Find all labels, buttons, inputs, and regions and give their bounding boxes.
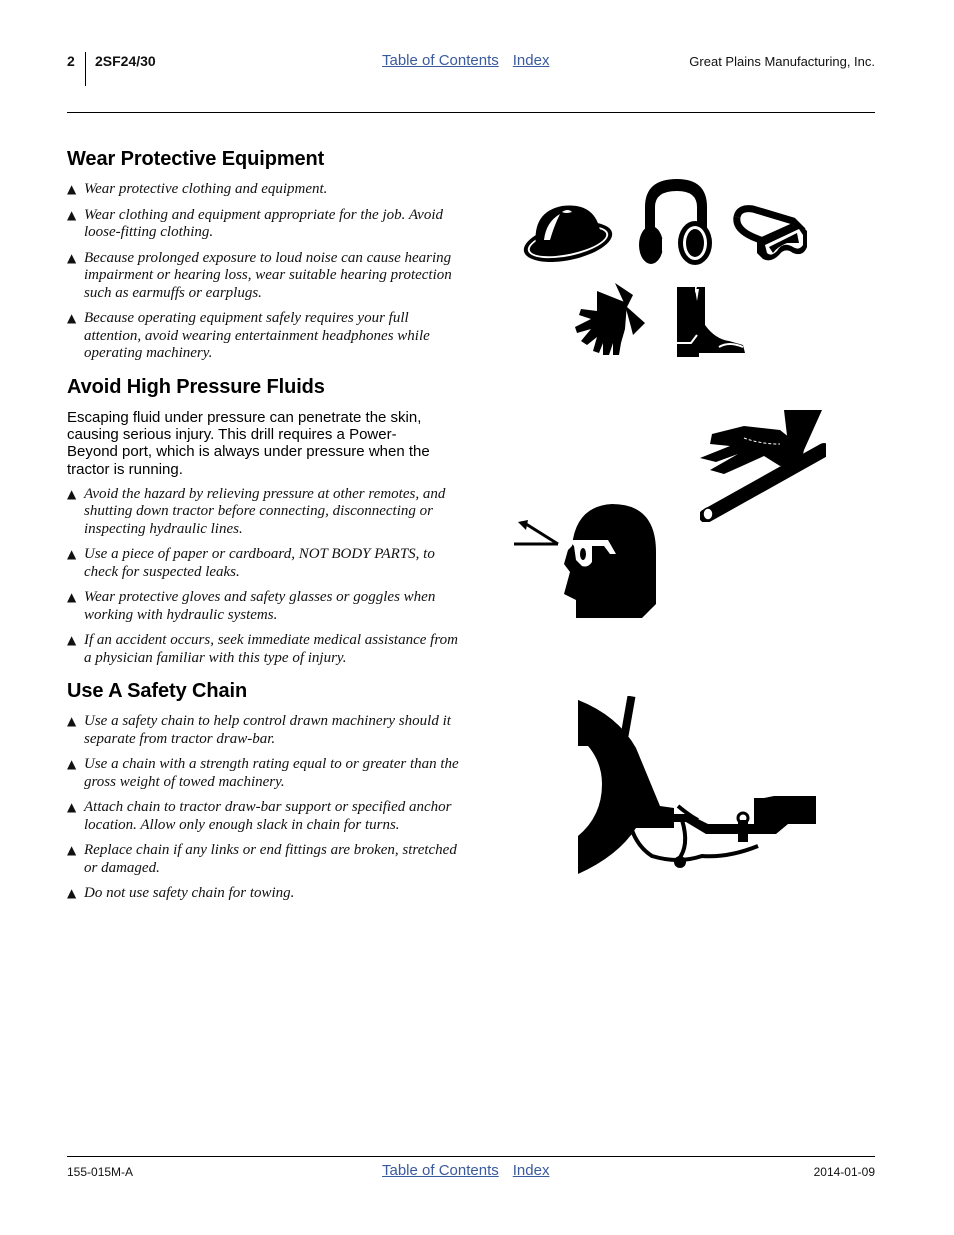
warning-triangle-icon: ▲ <box>67 633 77 648</box>
list-item: ▲ Because prolonged exposure to loud noise can cause hearing impairment or hearing loss, wear suitable hearing protection such as earmuffs or earplugs. <box>67 249 452 301</box>
document-number: 155-015M-A <box>67 1165 134 1179</box>
list-item: ▲ Avoid the hazard by relieving pressure at other remotes, and shutting down tractor before connecting, disconnecting or inspecting hydraulic lines. <box>67 485 446 537</box>
head-safety-glasses-icon <box>512 502 662 620</box>
warning-triangle-icon: ▲ <box>67 547 77 562</box>
list-item: ▲ If an accident occurs, seek immediate medical assistance from a physician familiar with this type of injury. <box>67 632 458 666</box>
company-name: Great Plains Manufacturing, Inc. <box>689 54 875 69</box>
gloves-icon <box>575 281 647 357</box>
hard-hat-icon <box>522 200 614 264</box>
index-link[interactable]: Index <box>512 1162 550 1179</box>
list-item: ▲ Attach chain to tractor draw-bar support or specified anchor location. Allow only enough slack in chain for turns. <box>67 799 452 833</box>
section-title: Use A Safety Chain <box>67 680 248 702</box>
list-item: ▲ Because operating equipment safely requires your full attention, avoid wearing entertainment headphones while operating machinery. <box>67 310 430 361</box>
section-use-a-safety-chain <box>67 680 467 911</box>
warning-triangle-icon: ▲ <box>67 250 77 265</box>
footer-rule <box>67 1156 875 1157</box>
warning-triangle-icon: ▲ <box>67 757 77 771</box>
header-rule <box>67 112 875 113</box>
earmuffs-icon <box>637 177 713 265</box>
warning-triangle-icon: ▲ <box>67 800 77 814</box>
table-of-contents-link[interactable]: Table of Contents <box>382 1162 499 1179</box>
warning-triangle-icon: ▲ <box>67 182 77 196</box>
warning-triangle-icon: ▲ <box>67 714 77 728</box>
section-intro: Escaping fluid under pressure can penetrate the skin, causing serious injury. This drill requires a Power-Beyond port, which is always under pressure when the tractor is running. <box>67 409 430 478</box>
list-item: ▲ Wear protective gloves and safety glasses or goggles when working with hydraulic systems. <box>67 589 436 623</box>
warning-triangle-icon: ▲ <box>67 207 77 222</box>
safety-chain-hitch-icon <box>578 696 818 876</box>
list-item: ▲ Replace chain if any links or end fittings are broken, stretched or damaged. <box>67 842 457 876</box>
page-number: 2 <box>67 53 75 69</box>
model-name: 2SF24/30 <box>95 53 156 69</box>
list-item: ▲ Wear protective clothing and equipment. <box>67 181 328 197</box>
section-wear-protective-equipment <box>67 148 467 371</box>
document-date: 2014-01-09 <box>813 1165 875 1179</box>
hand-hose-leak-icon <box>700 410 826 522</box>
list-item: ▲ Use a chain with a strength rating equal to or greater than the gross weight of towed machinery. <box>67 756 459 790</box>
boot-icon <box>675 285 747 357</box>
index-link[interactable]: Index <box>512 52 550 69</box>
header-divider <box>85 52 86 86</box>
warning-triangle-icon: ▲ <box>67 590 77 605</box>
list-item: ▲ Use a safety chain to help control drawn machinery should it separate from tractor draw-bar. <box>67 713 451 747</box>
warning-triangle-icon: ▲ <box>67 843 77 857</box>
list-item: ▲ Wear clothing and equipment appropriate for the job. Avoid loose-fitting clothing. <box>67 206 444 240</box>
table-of-contents-link[interactable]: Table of Contents <box>382 52 499 69</box>
goggles-icon <box>733 203 811 265</box>
list-item: ▲ Do not use safety chain for towing. <box>67 885 295 901</box>
warning-triangle-icon: ▲ <box>67 486 77 501</box>
section-title: Wear Protective Equipment <box>67 148 325 170</box>
header-nav <box>382 52 563 69</box>
section-title: Avoid High Pressure Fluids <box>67 376 325 398</box>
footer-nav <box>382 1162 563 1179</box>
list-item: ▲ Use a piece of paper or cardboard, NOT BODY PARTS, to check for suspected leaks. <box>67 546 435 580</box>
warning-triangle-icon: ▲ <box>67 886 77 900</box>
section-avoid-high-pressure-fluids <box>67 376 467 675</box>
warning-triangle-icon: ▲ <box>67 311 77 325</box>
